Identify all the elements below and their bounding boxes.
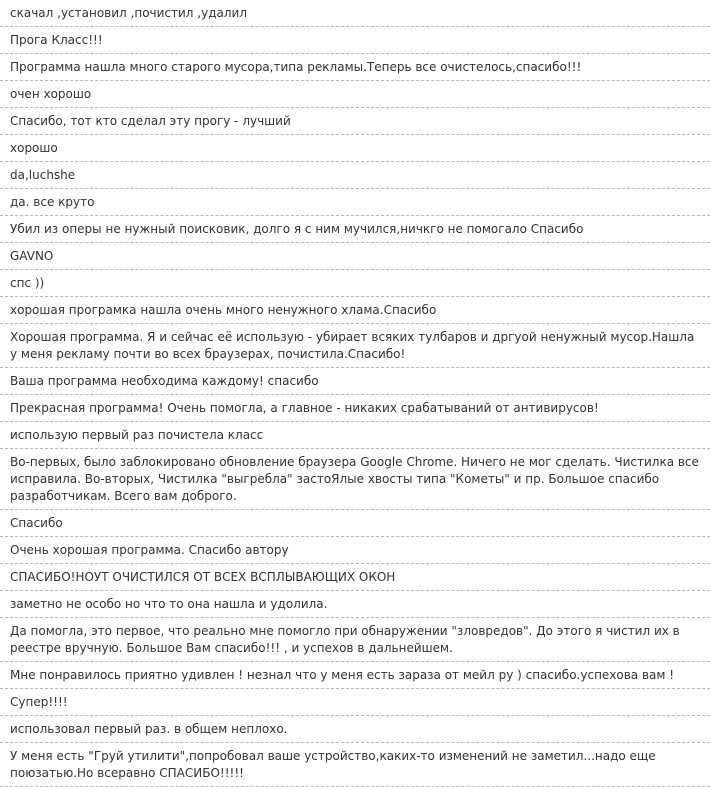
comment-item: [0, 243, 710, 270]
comment-item: [0, 422, 710, 449]
comment-item: [0, 689, 710, 716]
comment-item: [0, 537, 710, 564]
comment-text: использовал первый раз. в общем неплохо.: [10, 722, 288, 736]
comment-item: [0, 395, 710, 422]
comment-text: Убил из оперы не нужный поисковик, долго я с ним мучился,ничкго не помогало Спасибо: [10, 222, 584, 236]
comment-text: У меня есть "Груй утилити",попробовал ваше устройство,каких-то изменений не заметил...надо еще поюзатью.Но всеравно СПАСИБО!!!!!: [10, 749, 656, 780]
comment-item: [0, 716, 710, 743]
comment-item: [0, 189, 710, 216]
comment-text: Ваша программа необходима каждому! спасибо: [10, 374, 319, 388]
comment-text: Супер!!!!: [10, 695, 68, 709]
comment-item: [0, 81, 710, 108]
comment-item: [0, 743, 710, 787]
comment-text: Да помогла, это первое, что реально мне помогло при обнаружении "зловредов". До этого я чистил их в реестре вручную. Большое Вам спасибо!!! , и успехов в дальнейшем.: [10, 624, 680, 655]
comment-text: заметно не особо но что то она нашла и удолила.: [10, 597, 328, 611]
comment-text: Хорошая программа. Я и сейчас её использую - убирает всяких тулбаров и дргуой ненужный мусор.Нашла у меня рекламу почти во всех браузерах, почистила.Спасибо!: [10, 330, 695, 361]
comment-text: скачал ,установил ,почистил ,удалил: [10, 6, 247, 20]
comment-text: использую первый раз почистела класс: [10, 428, 264, 442]
comment-item: [0, 162, 710, 189]
comment-text: Прекрасная программа! Очень помогла, а главное - никаких срабатываний от антивирусов!: [10, 401, 599, 415]
comment-text: da,luchshe: [10, 168, 76, 182]
comment-text: хорошо: [10, 141, 58, 155]
comment-item: [0, 108, 710, 135]
comment-text: СПАСИБО!НОУТ ОЧИСТИЛСЯ ОТ ВСЕХ ВСПЛЫВАЮЩИХ ОКОН: [10, 570, 396, 584]
comment-item: [0, 449, 710, 510]
comment-text: Очень хорошая программа. Спасибо автору: [10, 543, 289, 557]
comment-text: хорошая програмка нашла очень много ненужного хлама.Спасибо: [10, 303, 437, 317]
comment-item: [0, 135, 710, 162]
comment-item: [0, 564, 710, 591]
comment-item: [0, 324, 710, 368]
comment-item: [0, 270, 710, 297]
comment-item: [0, 0, 710, 27]
comment-text: Программа нашла много старого мусора,типа рекламы.Теперь все очистелось,спасибо!!!: [10, 60, 582, 74]
comment-item: [0, 297, 710, 324]
comment-item: [0, 54, 710, 81]
comment-text: Спасибо, тот кто сделал эту прогу - лучший: [10, 114, 291, 128]
comment-item: [0, 368, 710, 395]
comment-item: [0, 662, 710, 689]
comment-text: Мне понравилось приятно удивлен ! незнал что у меня есть зараза от мейл ру ) спасибо.успехова вам !: [10, 668, 675, 682]
comment-item: [0, 591, 710, 618]
comment-text: Прога Класс!!!: [10, 33, 103, 47]
comment-item: [0, 216, 710, 243]
comment-text: GAVNO: [10, 249, 54, 263]
comment-text: да. все круто: [10, 195, 95, 209]
comment-text: очен хорошо: [10, 87, 92, 101]
comment-item: [0, 510, 710, 537]
comment-text: Во-первых, было заблокировано обновление браузера Google Chrome. Ничего не мог сделать. Чистилка все исправила. Во-вторых, Чистилка "выгребла" застоЯлые хвосты типа "Кометы" и пр. Большое спасибо разработчикам. Всего вам доброго.: [10, 455, 699, 503]
comment-item: [0, 27, 710, 54]
comment-text: спс )): [10, 276, 45, 290]
comment-item: [0, 618, 710, 662]
comment-text: Спасибо: [10, 516, 63, 530]
